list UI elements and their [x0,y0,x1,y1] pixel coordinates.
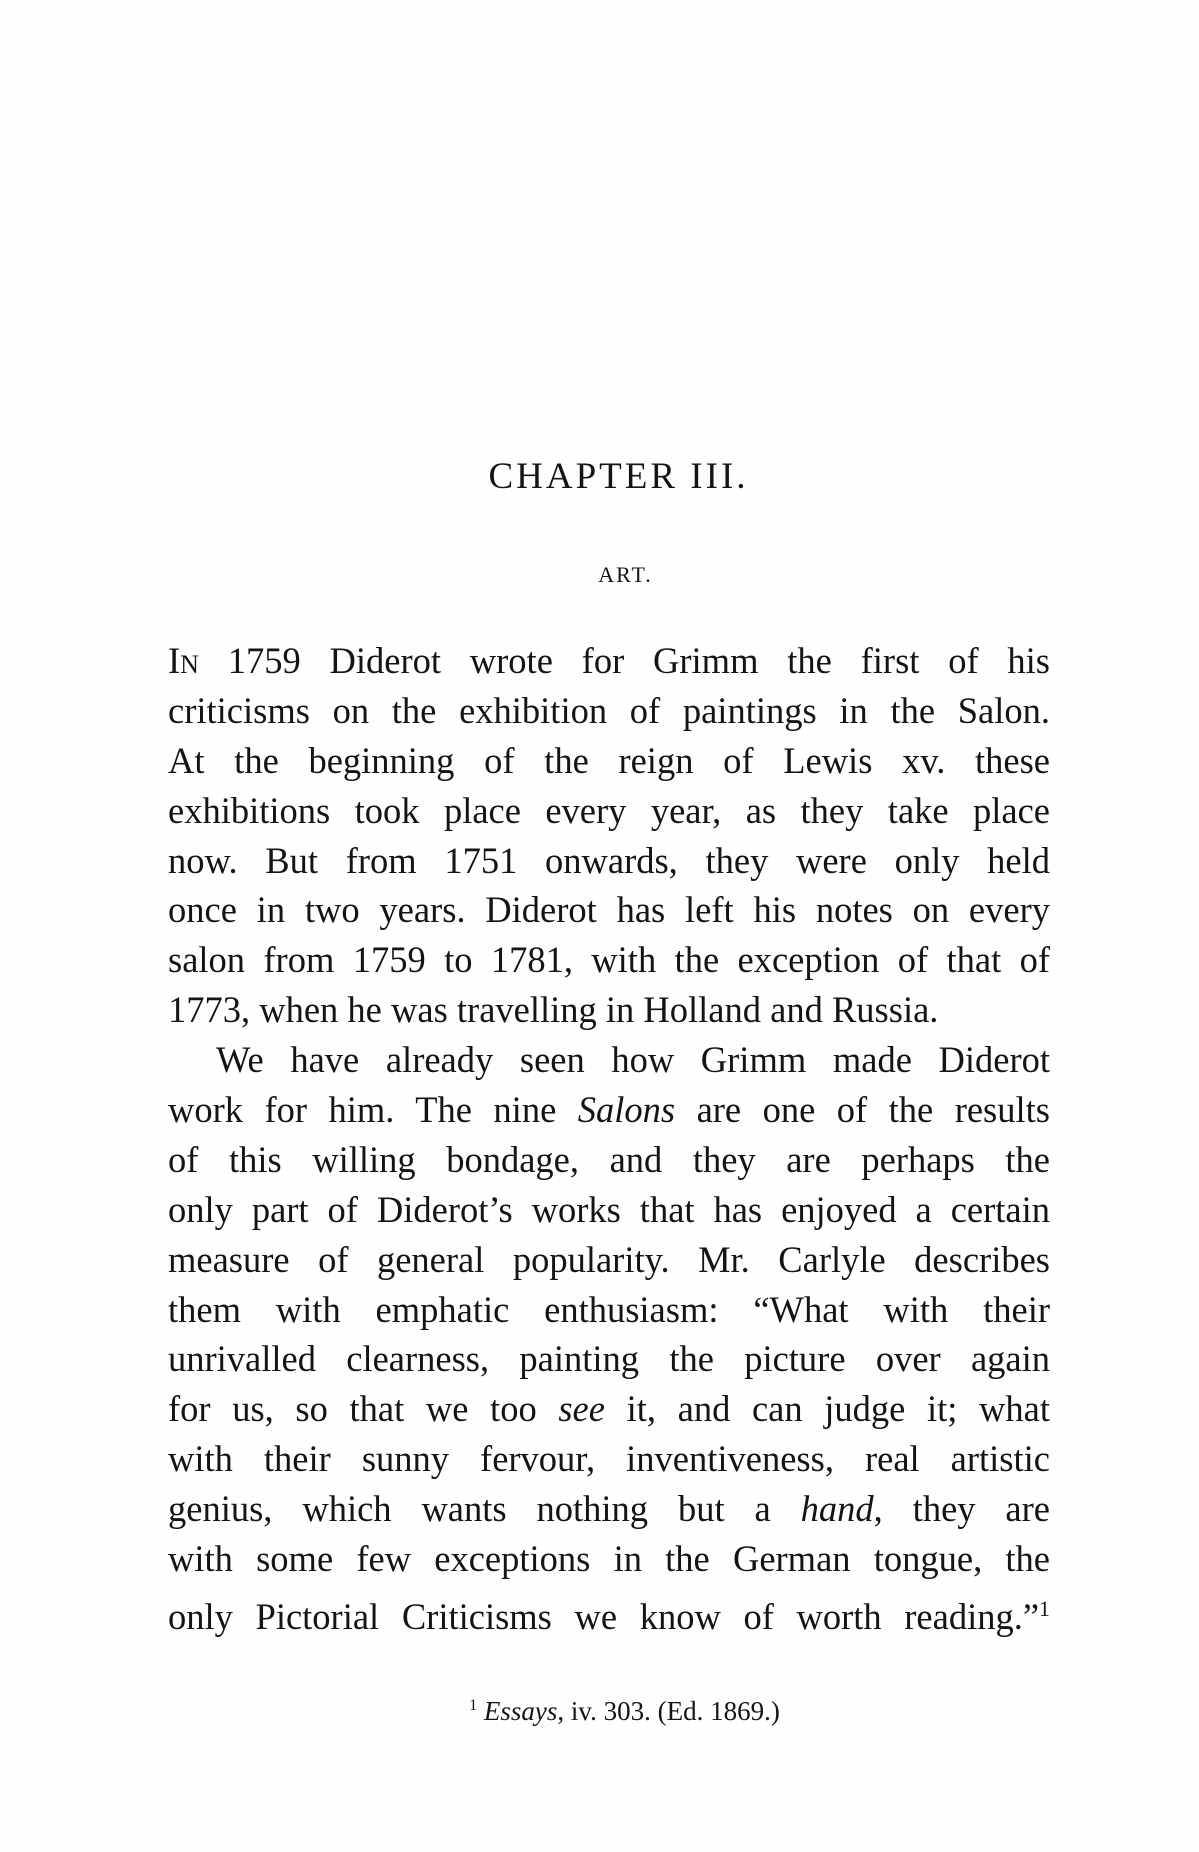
line-text: 1773, when he was travelling in Holland and Russia. [168,989,939,1031]
line-text: with some few exceptions in the German tongue, the [168,1538,1050,1580]
line-text: measure of general popularity. Mr. Carlyle describes [168,1238,1050,1280]
text-line [168,1334,1050,1384]
text-line [168,1085,1050,1135]
chapter-subtitle: ART. [598,562,653,587]
body-text [168,636,1050,1638]
text-line [168,1235,1050,1285]
line-text: At the beginning of the reign of Lewis xv. these [168,739,1050,781]
line-text: only part of Diderot’s works that has enjoyed a certain [168,1188,1050,1230]
line-text: now. But from 1751 onwards, they were only held [168,839,1050,881]
text-line [168,1135,1050,1185]
text-line [168,836,1050,886]
italic-text: see [558,1388,605,1430]
line-text: work for him. The nine [168,1089,578,1131]
chapter-heading: CHAPTER III. [488,456,749,497]
line-text: are one of the results [675,1089,1050,1131]
italic-text: hand [800,1488,874,1530]
footnote-text: , iv. 303. (Ed. 1869.) [557,1696,780,1726]
text-line [168,786,1050,836]
footnote-marker: 1 [469,1696,478,1714]
text-line [168,686,1050,736]
line-text: genius, which wants nothing but a [168,1488,801,1530]
text-line [168,1035,1050,1085]
text-line [168,985,1050,1035]
line-text: with their sunny fervour, inventiveness, real artistic [168,1438,1050,1480]
line-text: of this willing bondage, and they are perhaps the [168,1138,1050,1180]
line-text: for us, so that we too [168,1388,559,1430]
text-line [168,1534,1050,1584]
line-text: them with emphatic enthusiasm: “What with their [168,1288,1050,1330]
drop-word: In [168,640,199,681]
line-text: 1759 Diderot wrote for Grimm the first of his [198,640,1050,681]
line-text: only Pictorial Criticisms we know of worth reading.” [168,1596,1040,1638]
line-text: once in two years. Diderot has left his notes on every [168,889,1050,931]
text-line [168,1185,1050,1235]
line-text: salon from 1759 to 1781, with the exception of that of [168,939,1050,981]
footnote [0,1696,1199,1727]
text-line [168,636,1050,686]
text-line [168,1285,1050,1335]
text-line [168,736,1050,786]
text-line [168,1584,1050,1638]
text-line [168,1434,1050,1484]
text-line [168,885,1050,935]
text-line [168,935,1050,985]
line-text: We have already seen how Grimm made Diderot [216,1039,1050,1081]
line-text: exhibitions took place every year, as they take place [168,789,1050,831]
italic-text: Salons [577,1089,676,1131]
line-text: unrivalled clearness, painting the picture over again [168,1338,1050,1380]
line-text: , they are [873,1488,1050,1530]
text-line [168,1384,1050,1434]
line-text: criticisms on the exhibition of paintings in the Salon. [168,689,1050,731]
footnote-source: Essays [483,1696,558,1726]
line-text: it, and can judge it; what [604,1388,1050,1430]
text-line [168,1484,1050,1534]
footnote-reference: 1 [1039,1595,1050,1621]
